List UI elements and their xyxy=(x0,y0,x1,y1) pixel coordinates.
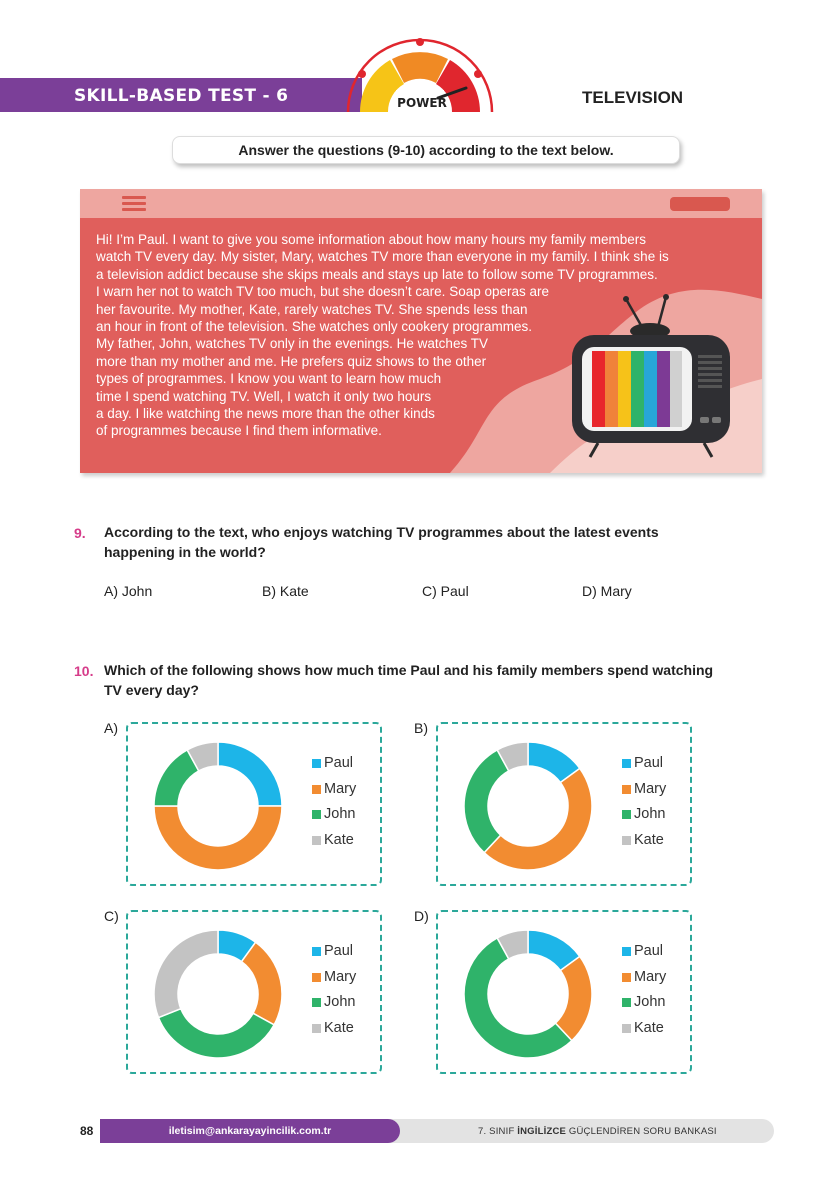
donut-chart xyxy=(152,740,284,872)
page-number: 88 xyxy=(80,1124,94,1138)
q10-option-c-label[interactable]: C) xyxy=(104,908,119,924)
q9-option-c[interactable]: C) Paul xyxy=(422,583,469,599)
legend-label: John xyxy=(324,806,356,822)
passage-line: I warn her not to watch TV too much, but she doesn’t care. Soap operas are xyxy=(96,284,550,300)
legend-swatch xyxy=(312,785,321,794)
chart-legend xyxy=(312,942,356,1044)
passage-line: watch TV every day. My sister, Mary, watches TV more than everyone in my family. I think she is xyxy=(96,249,669,265)
legend-label: Mary xyxy=(324,968,357,985)
footer-book-title xyxy=(478,1126,717,1137)
footer-email[interactable]: iletisim@ankarayayincilik.com.tr xyxy=(168,1125,332,1137)
legend-swatch xyxy=(312,947,321,956)
legend-label: Paul xyxy=(324,943,354,959)
test-title: SKILL-BASED TEST - 6 xyxy=(74,86,289,106)
question-9-line: happening in the world? xyxy=(104,544,266,560)
legend-label: Kate xyxy=(324,831,354,848)
legend-item-kate xyxy=(312,831,356,857)
legend-swatch xyxy=(622,947,631,956)
q10-option-a-label[interactable]: A) xyxy=(104,720,118,736)
passage-line: a television addict because she skips meals and stays up late to follow some TV programmes. xyxy=(96,266,658,282)
legend-swatch xyxy=(312,973,321,982)
legend-item-mary xyxy=(312,780,356,806)
book-title-subject: İNGİLİZCE xyxy=(517,1126,567,1137)
book-title-post: GÜÇLENDİREN SORU BANKASI xyxy=(566,1126,717,1137)
book-title-pre: 7. SINIF xyxy=(478,1126,518,1137)
reading-passage xyxy=(96,231,756,440)
passage-line: Hi! I’m Paul. I want to give you some information about how many hours my family members xyxy=(96,232,646,247)
slice-john xyxy=(158,1009,274,1058)
legend-item-mary xyxy=(622,780,666,806)
legend-label: Paul xyxy=(324,755,354,771)
legend-item-kate xyxy=(312,1019,356,1045)
legend-item-john xyxy=(622,805,666,831)
slice-mary xyxy=(242,942,282,1025)
donut-chart xyxy=(152,928,284,1060)
legend-swatch xyxy=(622,759,631,768)
legend-item-john xyxy=(622,993,666,1019)
chart-option-b[interactable] xyxy=(436,722,692,886)
legend-item-paul xyxy=(312,942,356,968)
legend-label: John xyxy=(324,994,356,1010)
legend-label: Paul xyxy=(634,755,664,771)
legend-swatch xyxy=(622,1024,631,1033)
browser-top-bar xyxy=(80,189,762,218)
legend-item-paul xyxy=(312,754,356,780)
legend-item-john xyxy=(312,805,356,831)
legend-swatch xyxy=(622,973,631,982)
instruction-box: Answer the questions (9-10) according to the text below. xyxy=(172,136,680,164)
top-bar-pill xyxy=(670,197,730,211)
legend-item-paul xyxy=(622,754,666,780)
question-10-line: Which of the following shows how much time Paul and his family members spend watching xyxy=(104,662,714,678)
legend-swatch xyxy=(312,836,321,845)
question-9-line: According to the text, who enjoys watching TV programmes about the latest events xyxy=(104,524,659,540)
passage-line: more than my mother and me. He prefers quiz shows to the other xyxy=(96,353,487,369)
slice-kate xyxy=(154,930,218,1018)
topic-title: TELEVISION xyxy=(582,88,684,107)
chart-legend xyxy=(622,942,666,1044)
legend-item-kate xyxy=(622,1019,666,1045)
legend-swatch xyxy=(622,810,631,819)
legend-swatch xyxy=(312,810,321,819)
passage-panel xyxy=(80,189,762,473)
donut-chart xyxy=(462,740,594,872)
legend-item-john xyxy=(312,993,356,1019)
passage-line: types of programmes. I know you want to learn how much xyxy=(96,371,442,387)
question-9-text xyxy=(104,522,659,562)
q10-option-d-label[interactable]: D) xyxy=(414,908,429,924)
legend-swatch xyxy=(312,1024,321,1033)
question-10-line: TV every day? xyxy=(104,682,199,698)
chart-option-d[interactable] xyxy=(436,910,692,1074)
legend-swatch xyxy=(622,998,631,1007)
legend-item-mary xyxy=(312,968,356,994)
q9-option-d[interactable]: D) Mary xyxy=(582,583,632,599)
chart-legend xyxy=(622,754,666,856)
power-gauge-icon xyxy=(340,38,500,114)
chart-option-a[interactable] xyxy=(126,722,382,886)
legend-swatch xyxy=(622,785,631,794)
legend-swatch xyxy=(622,836,631,845)
passage-line: an hour in front of the television. She watches only cookery programmes. xyxy=(96,319,532,335)
legend-label: Mary xyxy=(634,780,667,797)
legend-swatch xyxy=(312,998,321,1007)
legend-label: Kate xyxy=(634,831,664,848)
slice-mary xyxy=(154,806,282,870)
gauge-label: POWER xyxy=(397,96,447,110)
legend-label: Kate xyxy=(634,1019,664,1036)
passage-line: her favourite. My mother, Kate, rarely watches TV. She spends less than xyxy=(96,301,528,317)
q9-option-a[interactable]: A) John xyxy=(104,583,153,599)
q9-option-b[interactable]: B) Kate xyxy=(262,583,309,599)
legend-item-mary xyxy=(622,968,666,994)
passage-line: time I spend watching TV. Well, I watch it only two hours xyxy=(96,388,432,404)
chart-legend xyxy=(312,754,356,856)
legend-item-kate xyxy=(622,831,666,857)
legend-label: Paul xyxy=(634,943,664,959)
passage-line: of programmes because I find them informative. xyxy=(96,423,382,439)
legend-label: Kate xyxy=(324,1019,354,1036)
question-9-number: 9. xyxy=(74,525,86,541)
chart-option-c[interactable] xyxy=(126,910,382,1074)
q10-option-b-label[interactable]: B) xyxy=(414,720,428,736)
passage-line: My father, John, watches TV only in the evenings. He watches TV xyxy=(96,336,488,352)
legend-swatch xyxy=(312,759,321,768)
legend-label: Mary xyxy=(324,780,357,797)
question-10-text xyxy=(104,660,713,700)
legend-label: Mary xyxy=(634,968,667,985)
legend-label: John xyxy=(634,994,666,1010)
passage-line: a day. I like watching the news more than the other kinds xyxy=(96,406,435,422)
slice-mary xyxy=(484,768,592,870)
legend-label: John xyxy=(634,806,666,822)
hamburger-menu-icon xyxy=(122,196,146,212)
question-10-number: 10. xyxy=(74,663,94,679)
legend-item-paul xyxy=(622,942,666,968)
slice-paul xyxy=(218,742,282,806)
donut-chart xyxy=(462,928,594,1060)
